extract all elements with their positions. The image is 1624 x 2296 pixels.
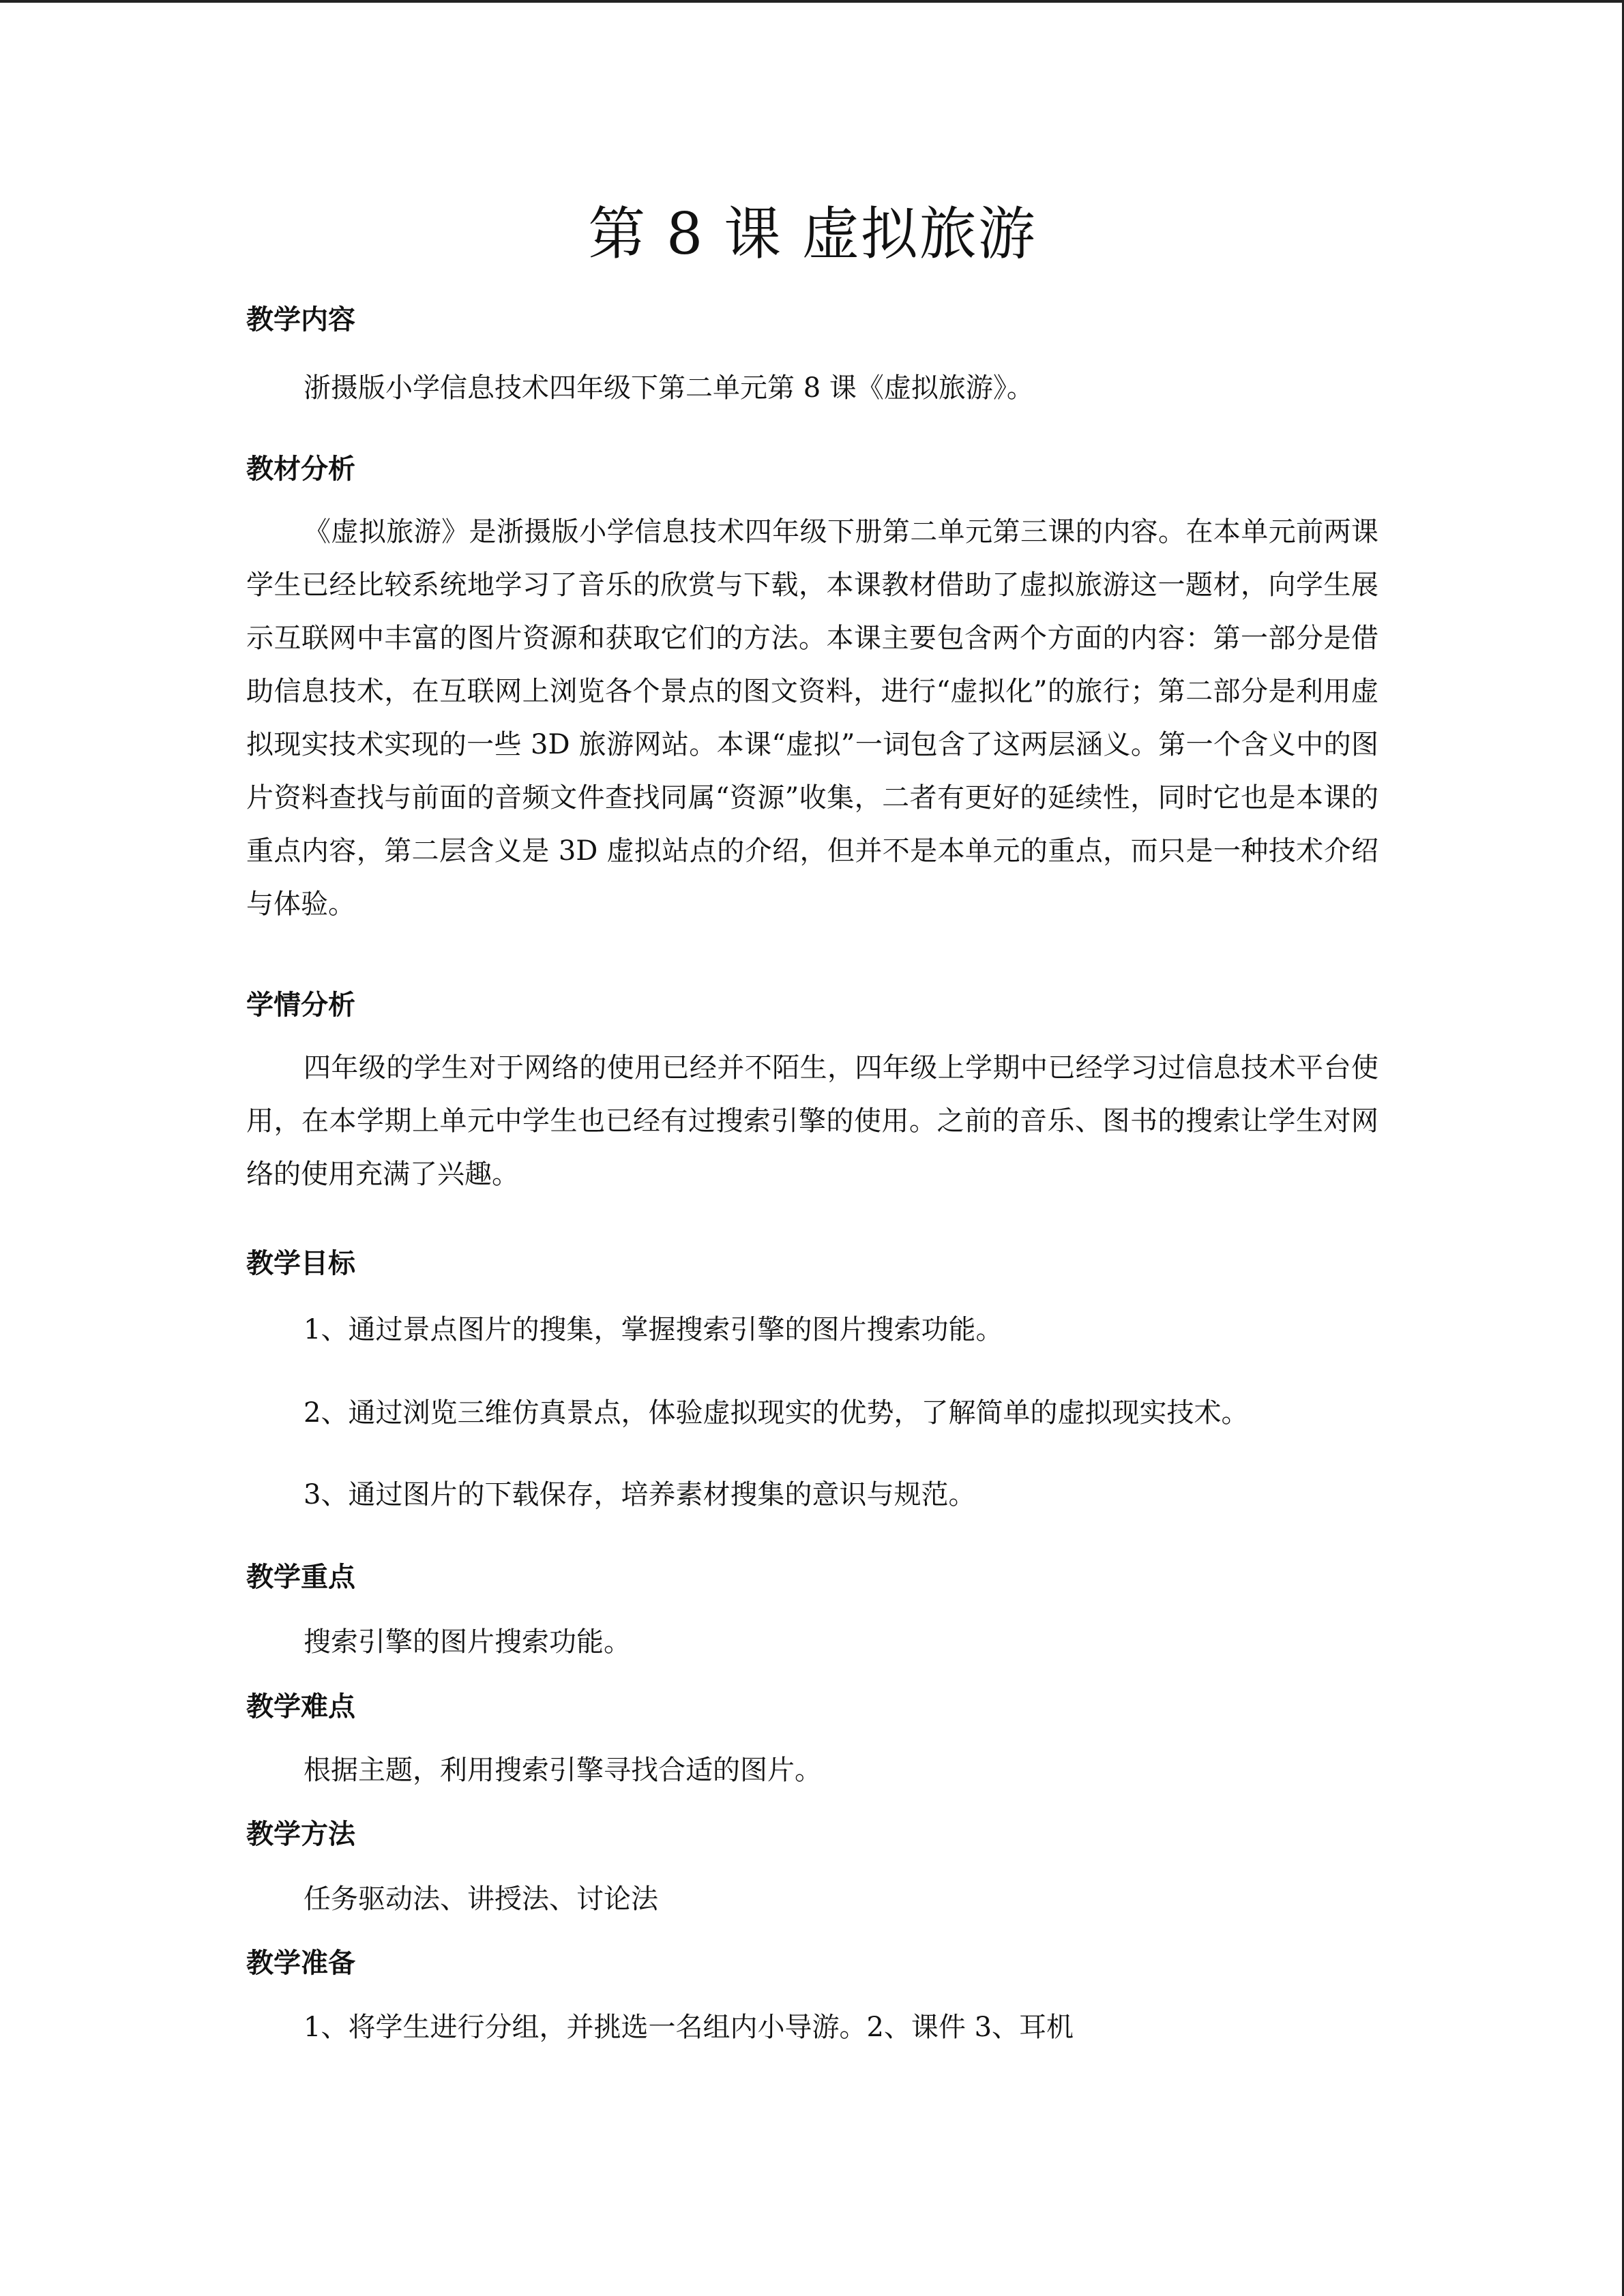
page-border-top [0, 0, 1624, 3]
paragraph-difficulty: 根据主题，利用搜索引擎寻找合适的图片。 [304, 1755, 822, 1786]
heading-key-point: 教学重点 [246, 1562, 355, 1593]
goal-item: 2、通过浏览三维仿真景点，体验虚拟现实的优势，了解简单的虚拟现实技术。 [304, 1397, 1249, 1429]
paragraph-material-analysis: 《虚拟旅游》是浙摄版小学信息技术四年级下册第二单元第三课的内容。在本单元前两课学生已经比较系统地学习了音乐的欣赏与下载，本课教材借助了虚拟旅游这一题材，向学生展示互联网中丰富的图片资源和获取它们的方法。本课主要包含两个方面的内容：第一部分是借助信息技术，在互联网上浏览各个景点的图文资料，进行“虚拟化”的旅行；第二部分是利用虚拟现实技术实现的一些 3D 旅游网站。本课“虚拟”一词包含了这两层涵义。第一个含义中的图片资料查找与前面的音频文件查找同属“资源”收集，二者有更好的延续性，同时它也是本课的重点内容，第二层含义是 3D 虚拟站点的介绍，但并不是本单元的重点，而只是一种技术介绍与体验。 [246, 516, 1378, 920]
paragraph-teaching-content: 浙摄版小学信息技术四年级下第二单元第 8 课《虚拟旅游》。 [304, 372, 1034, 404]
paragraph-teaching-methods: 任务驱动法、讲授法、讨论法 [304, 1883, 658, 1915]
goal-item: 3、通过图片的下载保存，培养素材搜集的意识与规范。 [304, 1479, 976, 1510]
goal-item: 1、通过景点图片的搜集，掌握搜索引擎的图片搜索功能。 [304, 1314, 1003, 1345]
heading-preparation: 教学准备 [246, 1948, 355, 1979]
heading-material-analysis: 教材分析 [246, 453, 355, 485]
lesson-title: 第 8 课 虚拟旅游 [588, 200, 1037, 267]
heading-teaching-content: 教学内容 [246, 304, 355, 336]
paragraph-key-point: 搜索引擎的图片搜索功能。 [304, 1626, 631, 1658]
heading-difficulty: 教学难点 [246, 1691, 355, 1723]
heading-student-analysis: 学情分析 [246, 989, 355, 1021]
paragraph-preparation: 1、将学生进行分组，并挑选一名组内小导游。2、课件 3、耳机 [304, 2012, 1074, 2043]
heading-teaching-methods: 教学方法 [246, 1819, 355, 1850]
paragraph-student-analysis: 四年级的学生对于网络的使用已经并不陌生，四年级上学期中已经学习过信息技术平台使用，在本学期上单元中学生也已经有过搜索引擎的使用。之前的音乐、图书的搜索让学生对网络的使用充满了兴趣。 [246, 1052, 1378, 1190]
heading-teaching-goals: 教学目标 [246, 1248, 355, 1279]
